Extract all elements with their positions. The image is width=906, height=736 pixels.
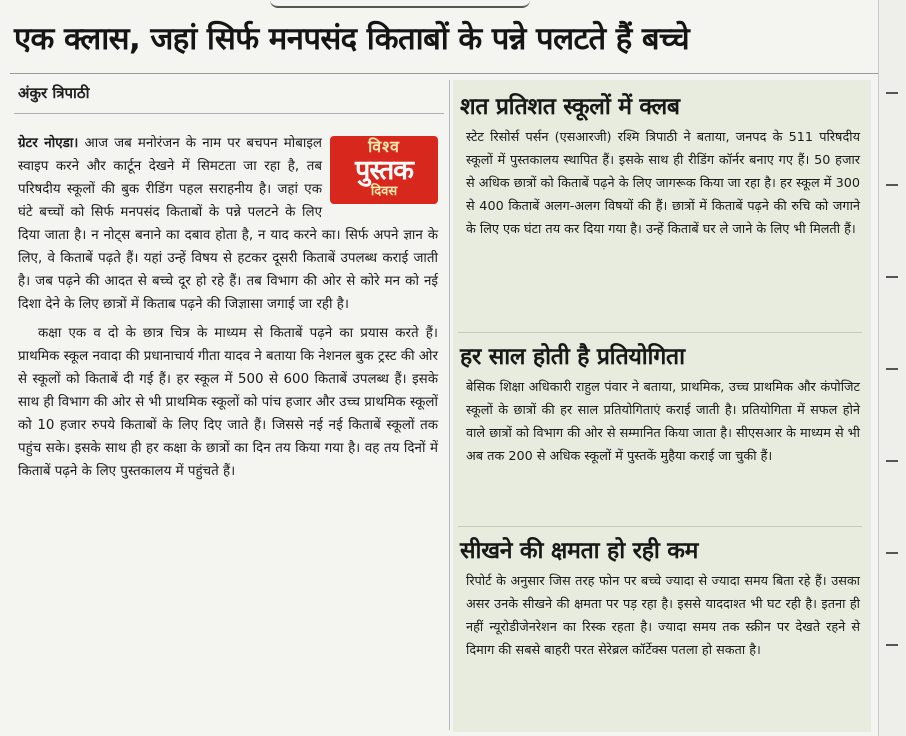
adjacent-text-fragment bbox=[886, 368, 898, 370]
sidebar-section-learning bbox=[460, 534, 860, 662]
badge-line-2: पुस्तक bbox=[355, 155, 413, 186]
adjacent-text-fragment bbox=[886, 184, 898, 186]
badge-line-3: दिवस bbox=[370, 184, 398, 199]
badge-line-1: विश्व bbox=[368, 137, 400, 156]
sidebar-body-learning: रिपोर्ट के अनुसार जिस तरह फोन पर बच्चे ज्यादा से ज्यादा समय बिता रहे हैं। उसका असर उनके सीखने की क्षमता पर पड़ रहा है। इससे याददाश्त भी घट रही है। इतना ही नहीं न्यूरोडीजेनरेशन का रिस्क रहता है। ज्यादा समय तक स्क्रीन पर देखते रहने से दिमाग की सबसे बाहरी परत सेरेब्रल कॉर्टेक्स पतला हो सकता है। bbox=[466, 574, 860, 658]
adjacent-text-fragment bbox=[886, 644, 898, 646]
byline-divider bbox=[14, 113, 444, 114]
column-divider bbox=[449, 80, 450, 730]
sidebar-heading-clubs: शत प्रतिशत स्कूलों में क्लब bbox=[460, 94, 680, 120]
adjacent-text-fragment bbox=[886, 460, 898, 462]
sidebar-body-clubs: स्टेट रिसोर्स पर्सन (एसआरजी) रश्मि त्रिपाठी ने बताया, जनपद के 511 परिषदीय स्कूलों में पुस्तकालय स्थापित हैं। इसके साथ ही रीडिंग कॉर्नर बनाए गए हैं। 50 हजार से अधिक छात्रों को किताबें पढ़ने के लिए जागरूक किया जा रहा है। हर स्कूल में 300 से 400 किताबें अलग-अलग विषयों की हैं। छात्रों में किताबें पढ़ने की रुचि को जगाने के लिए एक घंटा तय कर दिया गया है। उन्हें किताबें घर ले जाने के लिए भी मिलती हैं। bbox=[466, 130, 860, 237]
article-headline: एक क्लास, जहां सिर्फ मनपसंद किताबों के पन्ने पलटते हैं बच्चे bbox=[14, 21, 690, 57]
adjacent-text-fragment bbox=[886, 276, 898, 278]
adjacent-text-fragment bbox=[886, 92, 898, 94]
sidebar-section-clubs bbox=[460, 90, 860, 241]
world-book-day-badge bbox=[330, 136, 438, 204]
article-byline: अंकुर त्रिपाठी bbox=[18, 84, 90, 102]
sidebar-body-competition: बेसिक शिक्षा अधिकारी राहुल पंवार ने बताया, प्राथमिक, उच्च प्राथमिक और कंपोजिट स्कूलों के छात्रों की हर साल प्रतियोगिताएं कराई जाती है। प्रतियोगिता में सफल होने वाले छात्रों को विभाग की ओर से सम्मानित किया जाता है। सीएसआर के माध्यम से भी अब तक 200 से अधिक स्कूलों में पुस्तकें मुहैया कराई जा चुकी हैं। bbox=[466, 380, 860, 464]
sidebar-section-competition bbox=[460, 340, 860, 468]
sidebar-divider-1 bbox=[458, 332, 862, 333]
adjacent-text-fragment bbox=[886, 552, 898, 554]
sidebar-heading-competition: हर साल होती है प्रतियोगिता bbox=[460, 344, 685, 370]
main-column bbox=[18, 132, 438, 489]
dateline: ग्रेटर नोएडा। bbox=[18, 136, 79, 151]
sidebar-divider-2 bbox=[458, 526, 862, 527]
paragraph-2: कक्षा एक व दो के छात्र चित्र के माध्यम से किताबें पढ़ने का प्रयास करते हैं। प्राथमिक स्कूल नवादा की प्रधानाचार्य गीता यादव ने बताया कि नेशनल बुक ट्रस्ट की ओर से स्कूलों को किताबें दी गई हैं। हर स्कूल में 500 से 600 किताबें उपलब्ध हैं। इसके साथ ही विभाग की ओर से भी प्राथमिक स्कूलों को पांच हजार और उच्च प्राथमिक स्कूलों को 10 हजार रुपये किताबों के लिए दिए जाते हैं। जिससे नई नई किताबें स्कूलों तक पहुंच सके। इसके साथ ही हर कक्षा के छात्रों का दिन तय किया गया है। वह तय दिनों में किताबें पढ़ने के लिए पुस्तकालय में पहुंचते हैं। bbox=[18, 326, 438, 479]
sidebar-heading-learning: सीखने की क्षमता हो रही कम bbox=[460, 538, 699, 564]
headline-divider bbox=[10, 73, 886, 74]
paragraph-1-text: आज जब मनोरंजन के नाम पर बचपन मोबाइल स्वाइप करने और कार्टून देखने में सिमटता जा रहा है, तब परिषदीय स्कूलों की बुक रीडिंग पहल सराहनीय है। जहां एक घंटे बच्चों को सिर्फ मनपसंद किताबों के पन्ने पलटने के लिए दिया जाता है। न नोट्स बनाने का दबाव होता है, न याद करने का। सिर्फ अपने ज्ञान के लिए, वे किताबें पढ़ते हैं। यहां उन्हें विषय से हटकर दूसरी किताबें उपलब्ध कराई जाती है। जब पढ़ने की आदत से बच्चे दूर हो रहे हैं। तब विभाग की ओर से कोरे मन को नई दिशा देने के लिए छात्रों में किताब पढ़ने की जिज्ञासा जगाई जा रही है। bbox=[18, 136, 438, 312]
previous-article-edge bbox=[270, 0, 530, 8]
